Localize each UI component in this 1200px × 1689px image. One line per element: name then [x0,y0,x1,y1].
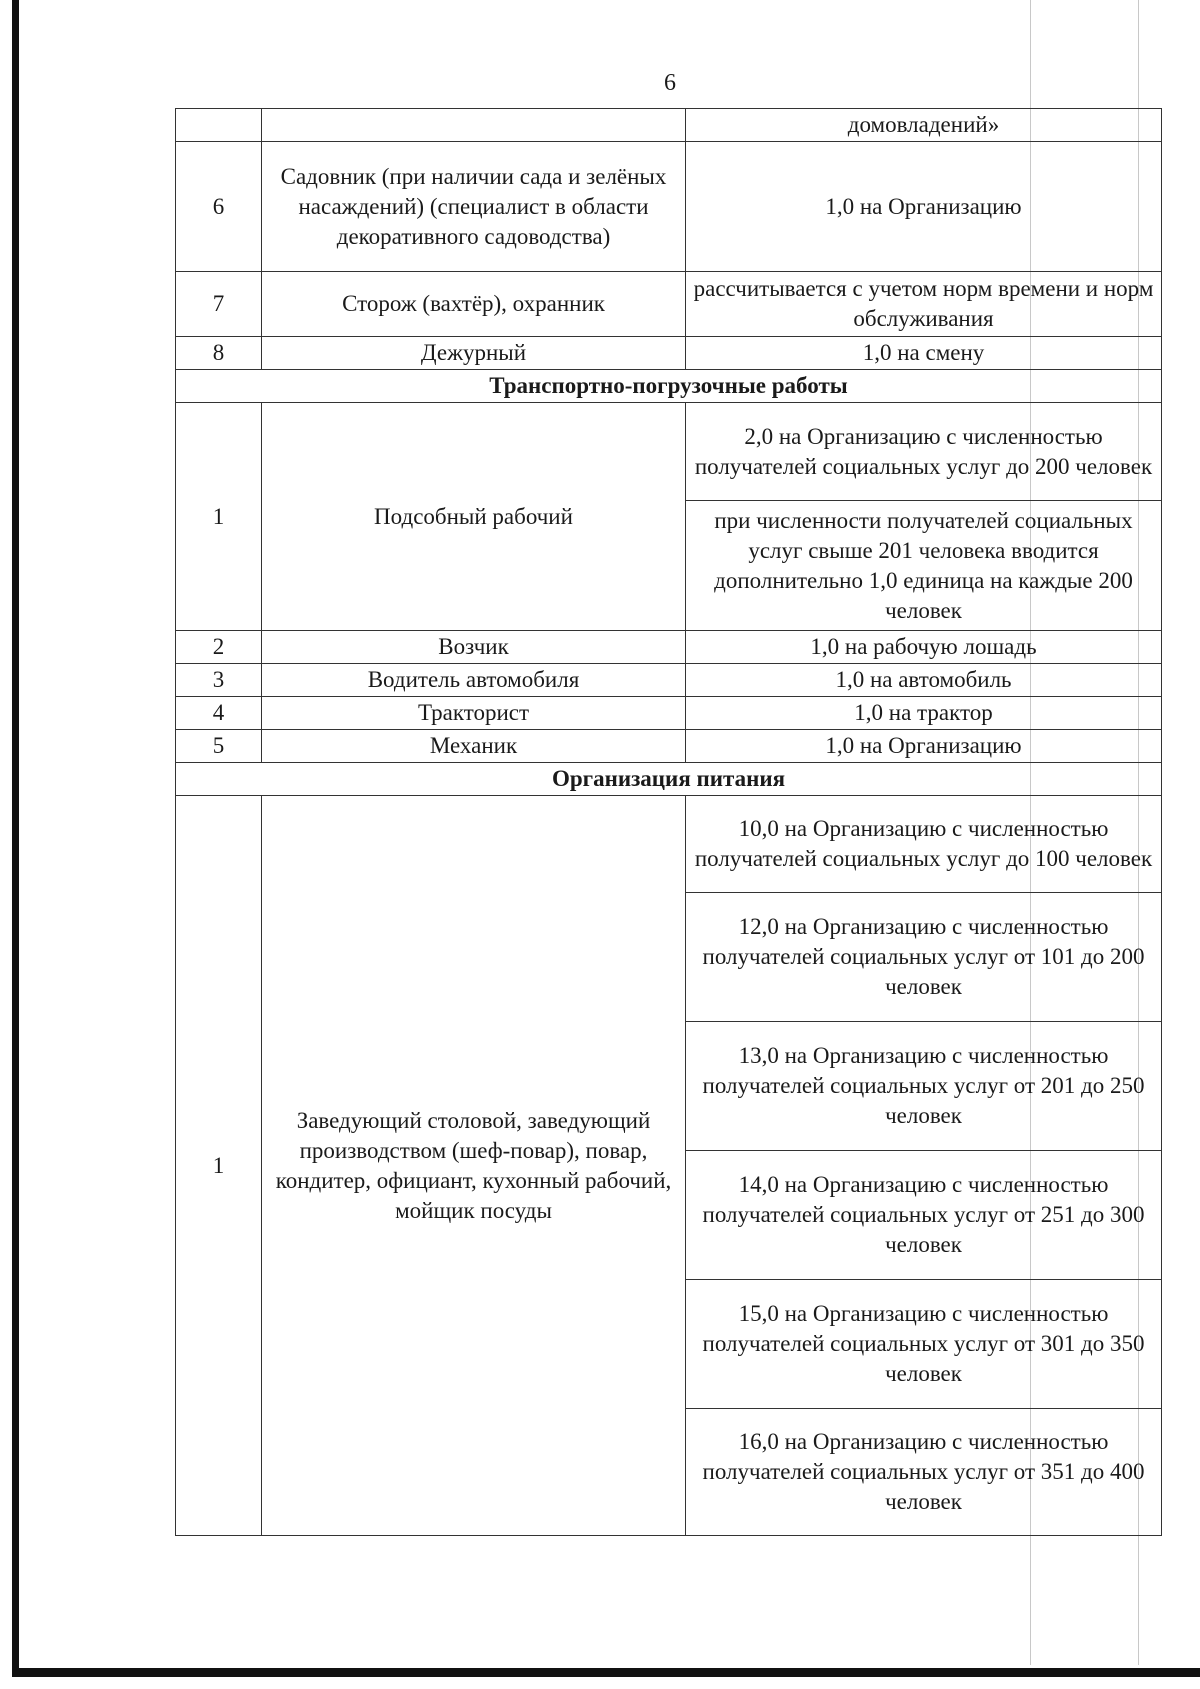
norm-cell: 1,0 на Организацию [686,142,1162,272]
position-cell [262,109,686,142]
table-row [176,730,1162,763]
norm-cell: 2,0 на Организацию с численностью получателей социальных услуг до 200 человек [686,403,1162,501]
section-title: Транспортно-погрузочные работы [176,370,1162,403]
position-cell: Сторож (вахтёр), охранник [262,272,686,337]
position-cell: Садовник (при наличии сада и зелёных насаждений) (специалист в области декоративного садоводства) [262,142,686,272]
norm-cell: 12,0 на Организацию с численностью получателей социальных услуг от 101 до 200 человек [686,893,1162,1022]
scan-left-edge [12,0,19,1672]
norm-cell: 10,0 на Организацию с численностью получателей социальных услуг до 100 человек [686,796,1162,893]
norm-cell: при численности получателей социальных услуг свыше 201 человека вводится дополнительно 1,0 единица на каждые 200 человек [686,501,1162,631]
position-cell: Механик [262,730,686,763]
row-number: 1 [176,796,262,1536]
position-cell: Тракторист [262,697,686,730]
row-number: 1 [176,403,262,631]
table-row [176,664,1162,697]
table-row [176,796,1162,893]
position-cell: Подсобный рабочий [262,403,686,631]
table-row [176,272,1162,337]
section-header-row [176,763,1162,796]
row-number [176,109,262,142]
row-number: 4 [176,697,262,730]
norm-cell: 14,0 на Организацию с численностью получателей социальных услуг от 251 до 300 человек [686,1151,1162,1280]
table-row [176,109,1162,142]
table-row [176,337,1162,370]
table-row [176,142,1162,272]
norm-cell: 1,0 на трактор [686,697,1162,730]
position-cell: Водитель автомобиля [262,664,686,697]
norm-cell: 15,0 на Организацию с численностью получателей социальных услуг от 301 до 350 человек [686,1280,1162,1409]
row-number: 3 [176,664,262,697]
position-cell: Дежурный [262,337,686,370]
staffing-norms-table [175,108,1162,1536]
norm-cell: домовладений» [686,109,1162,142]
row-number: 8 [176,337,262,370]
row-number: 7 [176,272,262,337]
scan-bottom-edge [12,1668,1200,1677]
row-number: 5 [176,730,262,763]
norm-cell: 16,0 на Организацию с численностью получателей социальных услуг от 351 до 400 человек [686,1409,1162,1536]
page-number: 6 [664,70,676,96]
norm-cell: рассчитывается с учетом норм времени и норм обслуживания [686,272,1162,337]
table-row [176,403,1162,501]
section-title: Организация питания [176,763,1162,796]
table-row [176,697,1162,730]
table-row [176,631,1162,664]
norm-cell: 1,0 на смену [686,337,1162,370]
norm-cell: 13,0 на Организацию с численностью получателей социальных услуг от 201 до 250 человек [686,1022,1162,1151]
position-cell: Возчик [262,631,686,664]
row-number: 2 [176,631,262,664]
section-header-row [176,370,1162,403]
row-number: 6 [176,142,262,272]
norm-cell: 1,0 на Организацию [686,730,1162,763]
norm-cell: 1,0 на рабочую лошадь [686,631,1162,664]
position-cell: Заведующий столовой, заведующий производством (шеф-повар), повар, кондитер, официант, кухонный рабочий, мойщик посуды [262,796,686,1536]
norm-cell: 1,0 на автомобиль [686,664,1162,697]
